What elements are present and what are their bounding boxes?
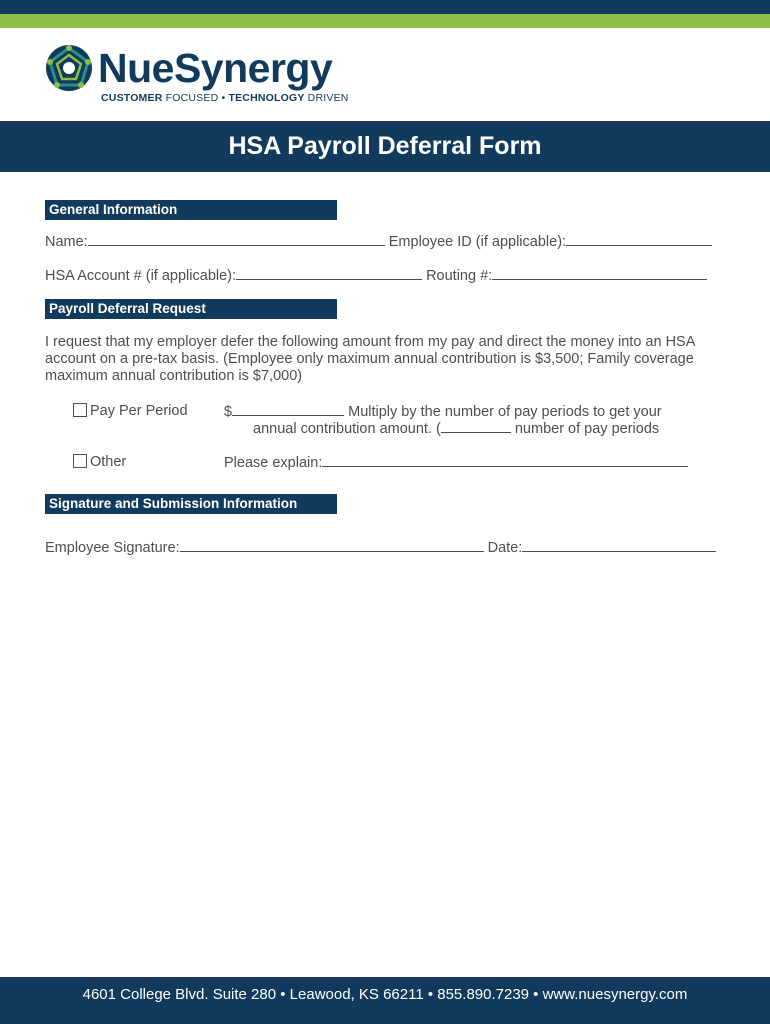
form-title: HSA Payroll Deferral Form [0,121,770,172]
date-label: Date: [487,540,523,556]
employee-id-field[interactable] [566,232,712,246]
footer-address: 4601 College Blvd. Suite 280 • Leawood, KS 66211 • 855.890.7239 • www.nuesynergy.com [0,977,770,1024]
brand-name: NueSynergy [98,45,333,91]
explain-field[interactable] [322,453,688,467]
hsa-account-field[interactable] [236,266,422,280]
pay-per-period-checkbox[interactable] [73,403,87,417]
section-heading-signature: Signature and Submission Information [45,494,337,514]
multiply-text: Multiply by the number of pay periods to get your [348,404,662,420]
routing-label: Routing #: [426,268,493,284]
nuesynergy-logo [44,43,349,107]
employee-id-label: Employee ID (if applicable): [388,234,567,250]
pay-per-period-label: Pay Per Period [90,403,188,419]
top-navy-stripe [0,0,770,14]
routing-field[interactable] [492,266,707,280]
signature-field[interactable] [180,538,484,552]
annual-contribution-text: annual contribution amount. ( [253,421,441,437]
name-field[interactable] [88,232,385,246]
pay-periods-text: number of pay periods [514,421,660,437]
section-heading-general: General Information [45,200,337,220]
pay-periods-field[interactable] [441,419,511,433]
name-label: Name: [45,234,88,250]
other-label: Other [90,454,127,470]
deferral-paragraph: I request that my employer defer the following amount from my pay and direct the money into an HSA account on a pre-tax basis. (Employee only maximum annual contribution is $3,500; Family coverage maximum annual contribution is $7,000) [45,334,695,384]
account-row [45,266,707,285]
other-checkbox[interactable] [73,454,87,468]
signature-label: Employee Signature: [45,540,180,556]
dollar-sign: $ [224,404,233,420]
explain-row [224,453,688,472]
hsa-account-label: HSA Account # (if applicable): [45,268,237,284]
amount-field[interactable] [232,402,344,416]
top-green-stripe [0,14,770,28]
date-field[interactable] [522,538,716,552]
section-heading-deferral: Payroll Deferral Request [45,299,337,319]
name-row [45,232,712,251]
logo-mark-icon [44,43,94,93]
brand-tagline: CUSTOMER FOCUSED • TECHNOLOGY DRIVEN [101,92,349,104]
explain-label: Please explain: [224,455,323,471]
signature-row [45,538,716,557]
annual-contribution-row [253,419,659,438]
